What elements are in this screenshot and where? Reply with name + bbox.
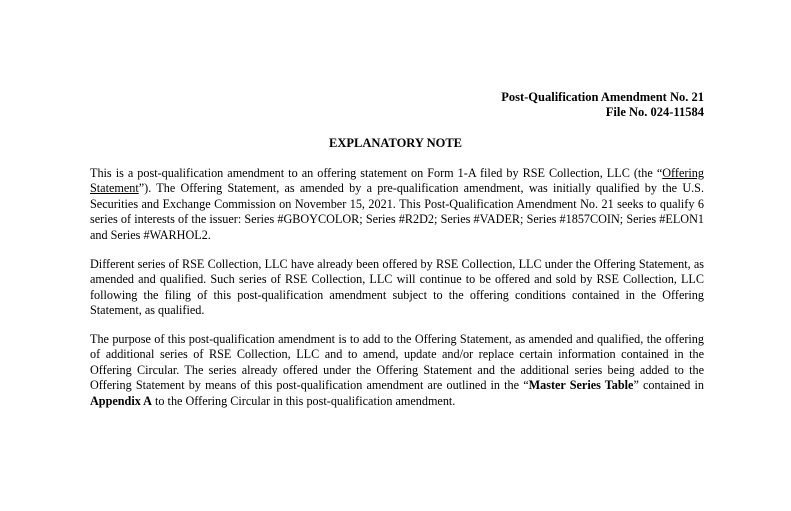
amendment-number: Post-Qualification Amendment No. 21 [501, 90, 704, 104]
explanatory-note-title: EXPLANATORY NOTE [328, 136, 463, 150]
paragraph2-text: Different series of RSE Collection, LLC have already been offered by RSE Collection, LLC under the Offering Statement, as amended and qualified. Such series of RSE Collection, LLC will continue to be offered and sold by RSE Collection, LLC following the filing of this post-qualification amendment subject to the offering conditions contained in the Offering Statement, as qualified. [90, 257, 704, 318]
paragraph3-middle: ” contained in [633, 378, 705, 393]
paragraph-series-offered [90, 257, 704, 319]
appendix-a-term: Appendix A [90, 393, 152, 408]
paragraph1-rest: ”). The Offering Statement, as amended by a pre-qualification amendment, was initially qualified by the U.S. Securities and Exchange Commission on November 15, 2021. This Post-Qualification Amendment No. 21 seeks to qualify 6 series of interests of the issuer: Series #GBOYCOLOR; Series #R2D2; Series #VADER; Series #1857COIN; Series #ELON1 and Series #WARHOL2. [90, 181, 704, 242]
file-number: File No. 024-11584 [605, 105, 704, 119]
defined-term-offering-statement: Offering Statement [90, 166, 704, 196]
paragraph3-tail: to the Offering Circular in this post-qualification amendment. [151, 393, 456, 408]
master-series-table-term: Master Series Table [528, 378, 634, 393]
document-header [501, 90, 704, 120]
paragraph1-lead: This is a post-qualification amendment to an offering statement on Form 1-A filed by RSE Collection, LLC (the “ [90, 166, 663, 180]
paragraph-offering-statement [90, 166, 704, 243]
paragraph3-lead: The purpose of this post-qualification amendment is to add to the Offering Statement, as amended and qualified, the offering of additional series of RSE Collection, LLC and to amend, update and/or replace certain information contained in the Offering Circular. The series already offered under the Offering Statement and the additional series being added to the Offering Statement by means of this post-qualification amendment are outlined in the “ [90, 332, 704, 393]
paragraph-purpose [90, 332, 704, 409]
